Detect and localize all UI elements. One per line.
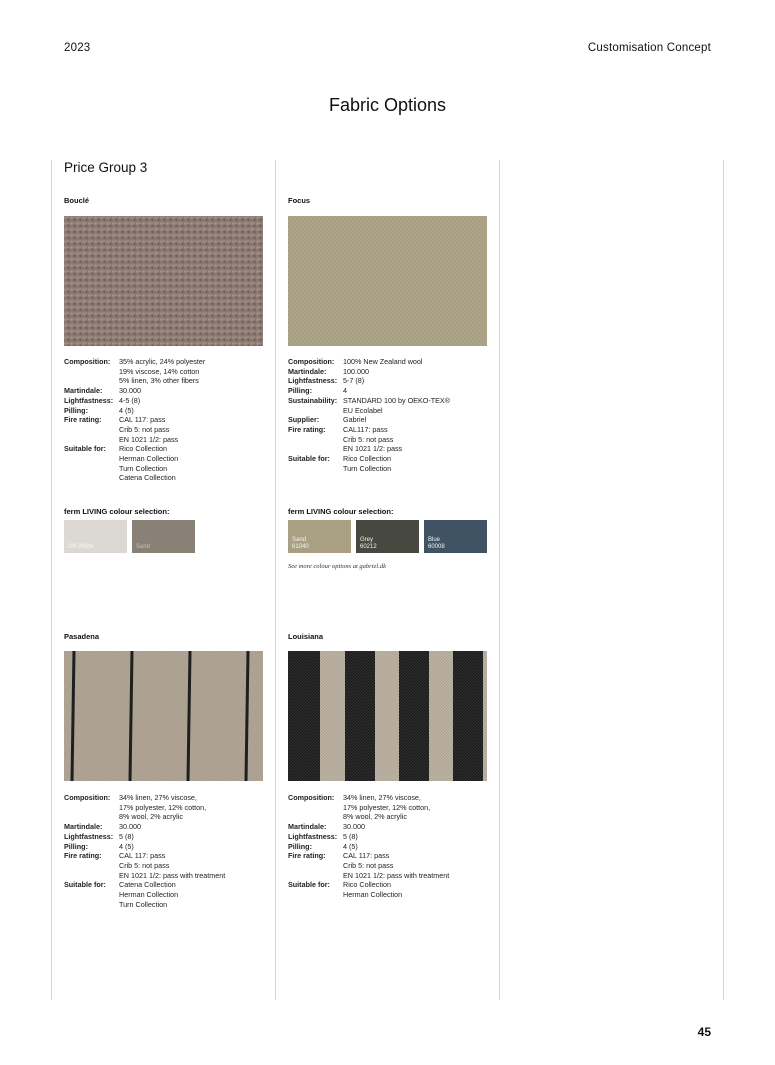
spec-label: Lightfastness: bbox=[64, 831, 114, 841]
spec-value bbox=[343, 832, 488, 842]
column-divider bbox=[723, 160, 724, 1000]
spec-row bbox=[64, 851, 264, 880]
spec-label: Lightfastness: bbox=[288, 376, 338, 386]
spec-value-line: Gabriel bbox=[343, 415, 367, 425]
spec-row bbox=[64, 832, 264, 842]
spec-value-line: Herman Collection bbox=[343, 890, 403, 900]
spec-label: Supplier: bbox=[288, 415, 320, 425]
fabric-name: Focus bbox=[288, 196, 311, 205]
spec-value bbox=[119, 357, 264, 386]
spec-label: Martindale: bbox=[288, 366, 327, 376]
spec-value-line: 30.000 bbox=[343, 822, 365, 832]
page-number: 45 bbox=[697, 1025, 711, 1039]
spec-row bbox=[64, 415, 264, 444]
spec-value-line: 8% wool, 2% acrylic bbox=[119, 812, 183, 822]
spec-value-line: CAL117: pass bbox=[343, 424, 388, 434]
colour-code: 60212 bbox=[360, 544, 377, 550]
spec-row bbox=[64, 822, 264, 832]
fabric-swatch-image bbox=[288, 651, 487, 781]
spec-value bbox=[343, 376, 488, 386]
spec-value bbox=[119, 396, 264, 406]
spec-row bbox=[64, 396, 264, 406]
spec-row bbox=[64, 880, 264, 909]
spec-value bbox=[119, 386, 264, 396]
spec-value-line: 34% linen, 27% viscose, bbox=[343, 793, 421, 802]
spec-row bbox=[288, 386, 488, 396]
spec-value bbox=[119, 822, 264, 832]
spec-value-line: 8% wool, 2% acrylic bbox=[343, 812, 407, 822]
spec-value-line: 5 (8) bbox=[343, 831, 358, 841]
spec-value bbox=[343, 396, 488, 415]
spec-label: Sustainability: bbox=[288, 395, 338, 405]
column-divider bbox=[499, 160, 500, 1000]
spec-value-line: 5-7 (8) bbox=[343, 376, 365, 386]
spec-value-line: EN 1021 1/2: pass bbox=[119, 434, 179, 444]
spec-value-line: 34% linen, 27% viscose, bbox=[119, 793, 197, 802]
spec-label: Pilling: bbox=[64, 841, 88, 851]
spec-row bbox=[288, 842, 488, 852]
header-year: 2023 bbox=[64, 42, 91, 54]
colour-name: Sand bbox=[292, 537, 307, 543]
spec-value-line: 4 bbox=[343, 386, 347, 396]
spec-row bbox=[288, 415, 488, 425]
spec-value bbox=[119, 851, 264, 880]
spec-value bbox=[343, 851, 488, 880]
column-divider bbox=[51, 160, 52, 1000]
spec-value-line: Rico Collection bbox=[119, 444, 167, 454]
spec-value-line: EN 1021 1/2: pass with treatment bbox=[119, 870, 226, 880]
spec-row bbox=[288, 851, 488, 880]
spec-value-line: Catena Collection bbox=[119, 473, 176, 483]
spec-value-line: Crib 5: not pass bbox=[119, 860, 170, 870]
spec-row bbox=[64, 793, 264, 822]
spec-value-line: Crib 5: not pass bbox=[343, 434, 394, 444]
spec-label: Martindale: bbox=[64, 386, 103, 396]
spec-value-line: EU Ecolabel bbox=[343, 405, 383, 415]
spec-value-line: EN 1021 1/2: pass with treatment bbox=[343, 870, 450, 880]
colour-selection-title: ferm LIVING colour selection: bbox=[64, 507, 170, 516]
colour-chip-blue bbox=[424, 520, 487, 553]
spec-value bbox=[343, 822, 488, 832]
spec-row bbox=[64, 386, 264, 396]
column-divider bbox=[275, 160, 276, 1000]
spec-label: Lightfastness: bbox=[64, 395, 114, 405]
spec-value bbox=[119, 415, 264, 444]
spec-row bbox=[288, 425, 488, 454]
spec-value bbox=[343, 415, 488, 425]
spec-row bbox=[288, 376, 488, 386]
colour-name: Off-White bbox=[68, 544, 94, 550]
spec-value-line: 17% polyester, 12% cotton, bbox=[119, 802, 207, 812]
spec-value bbox=[119, 842, 264, 852]
spec-value bbox=[343, 367, 488, 377]
colour-chip-grey bbox=[356, 520, 419, 553]
spec-row bbox=[64, 357, 264, 386]
spec-row bbox=[288, 367, 488, 377]
spec-label: Suitable for: bbox=[288, 880, 330, 890]
spec-value bbox=[343, 386, 488, 396]
spec-label: Composition: bbox=[288, 793, 335, 802]
fabric-name: Louisiana bbox=[288, 632, 324, 641]
page-title: Fabric Options bbox=[328, 95, 447, 115]
colour-chip-sand bbox=[288, 520, 351, 553]
spec-value bbox=[119, 880, 264, 909]
spec-value-line: 30.000 bbox=[119, 386, 141, 396]
spec-value-line: CAL 117: pass bbox=[119, 851, 166, 861]
spec-value-line: Turn Collection bbox=[343, 463, 392, 473]
spec-value-line: Turn Collection bbox=[119, 899, 168, 909]
colour-name: Sand bbox=[136, 544, 151, 550]
colour-code: 60008 bbox=[428, 544, 445, 550]
spec-value-line: Catena Collection bbox=[119, 880, 176, 890]
spec-value-line: 19% viscose, 14% cotton bbox=[119, 366, 200, 376]
spec-label: Pilling: bbox=[64, 405, 88, 415]
spec-value-line: Rico Collection bbox=[343, 880, 391, 890]
fabric-specs bbox=[288, 357, 488, 473]
spec-value-line: Turn Collection bbox=[119, 463, 168, 473]
colour-name: Grey bbox=[360, 537, 374, 543]
spec-label: Composition: bbox=[288, 357, 335, 366]
spec-value-line: 100% New Zealand wool bbox=[343, 357, 423, 366]
spec-label: Martindale: bbox=[64, 822, 103, 832]
spec-value bbox=[343, 842, 488, 852]
colour-options-note: See more colour options at gabriel.dk bbox=[288, 563, 386, 570]
spec-value bbox=[119, 793, 264, 822]
spec-label: Fire rating: bbox=[288, 851, 326, 861]
spec-row bbox=[288, 396, 488, 415]
spec-value bbox=[343, 425, 488, 454]
spec-row bbox=[64, 406, 264, 416]
spec-value-line: EN 1021 1/2: pass bbox=[343, 444, 403, 454]
fabric-name: Pasadena bbox=[64, 632, 100, 641]
spec-row bbox=[288, 454, 488, 473]
spec-label: Fire rating: bbox=[64, 415, 102, 425]
spec-row bbox=[288, 832, 488, 842]
spec-value bbox=[343, 880, 488, 899]
spec-label: Fire rating: bbox=[64, 851, 102, 861]
spec-value-line: CAL 117: pass bbox=[119, 415, 166, 425]
spec-label: Lightfastness: bbox=[288, 831, 338, 841]
spec-value-line: Rico Collection bbox=[343, 454, 391, 464]
fabric-specs bbox=[64, 793, 264, 909]
spec-label: Suitable for: bbox=[64, 444, 106, 454]
fabric-swatch-image bbox=[64, 216, 263, 346]
spec-row bbox=[64, 842, 264, 852]
spec-row bbox=[288, 357, 488, 367]
price-group-heading: Price Group 3 bbox=[64, 160, 148, 175]
spec-value-line: Crib 5: not pass bbox=[343, 860, 394, 870]
spec-label: Fire rating: bbox=[288, 424, 326, 434]
spec-label: Martindale: bbox=[288, 822, 327, 832]
colour-selection-title: ferm LIVING colour selection: bbox=[288, 507, 394, 516]
spec-row bbox=[64, 444, 264, 483]
fabric-swatch-image bbox=[64, 651, 263, 781]
spec-value bbox=[119, 444, 264, 483]
colour-code: 61040 bbox=[292, 544, 309, 550]
spec-value-line: Herman Collection bbox=[119, 890, 179, 900]
spec-value-line: 4 (5) bbox=[119, 405, 134, 415]
spec-label: Composition: bbox=[64, 793, 111, 802]
fabric-swatch-image bbox=[288, 216, 487, 346]
spec-value-line: 30.000 bbox=[119, 822, 141, 832]
spec-row bbox=[288, 822, 488, 832]
fabric-specs bbox=[64, 357, 264, 483]
spec-value-line: STANDARD 100 by OEKO-TEX® bbox=[343, 395, 451, 405]
colour-name: Blue bbox=[428, 537, 441, 543]
fabric-specs bbox=[288, 793, 488, 900]
colour-chip-off-white bbox=[64, 520, 127, 553]
colour-chip-sand bbox=[132, 520, 195, 553]
spec-value-line: CAL 117: pass bbox=[343, 851, 390, 861]
spec-value-line: 4 (5) bbox=[119, 841, 134, 851]
spec-label: Pilling: bbox=[288, 386, 312, 396]
spec-value-line: 4-5 (8) bbox=[119, 395, 141, 405]
spec-value bbox=[119, 832, 264, 842]
spec-value-line: 5 (8) bbox=[119, 831, 134, 841]
spec-value-line: 4 (5) bbox=[343, 841, 358, 851]
spec-value bbox=[119, 406, 264, 416]
spec-value-line: 100.000 bbox=[343, 366, 369, 376]
spec-value bbox=[343, 454, 488, 473]
spec-value-line: 35% acrylic, 24% polyester bbox=[119, 357, 206, 366]
spec-label: Composition: bbox=[64, 357, 111, 366]
spec-value-line: Crib 5: not pass bbox=[119, 424, 170, 434]
spec-label: Suitable for: bbox=[288, 454, 330, 464]
spec-value-line: 5% linen, 3% other fibers bbox=[119, 376, 199, 386]
spec-label: Suitable for: bbox=[64, 880, 106, 890]
spec-row bbox=[288, 793, 488, 822]
spec-value bbox=[343, 357, 488, 367]
spec-row bbox=[288, 880, 488, 899]
spec-value bbox=[343, 793, 488, 822]
spec-value-line: Herman Collection bbox=[119, 454, 179, 464]
fabric-name: Bouclé bbox=[64, 196, 90, 205]
header-section: Customisation Concept bbox=[587, 42, 711, 54]
spec-value-line: 17% polyester, 12% cotton, bbox=[343, 802, 431, 812]
spec-label: Pilling: bbox=[288, 841, 312, 851]
